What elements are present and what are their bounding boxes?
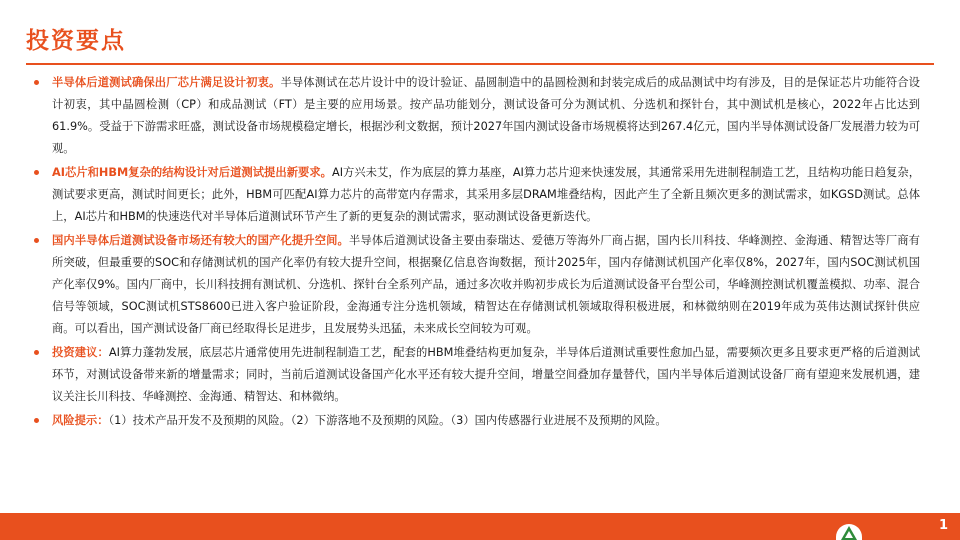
bullet-list [52, 72, 920, 432]
bullet-item-investment-advice [52, 342, 920, 408]
bullet-heading: 风险提示： [52, 414, 109, 427]
page-number: 1 [938, 518, 948, 533]
bullet-heading: 国内半导体后道测试设备市场还有较大的国产化提升空间。 [52, 234, 349, 247]
bullet-body: 半导体后道测试设备主要由泰瑞达、爱德万等海外厂商占据，国内长川科技、华峰测控、金海通、精智达等厂商有所突破，但最重要的SOC和存储测试机的国产化率仍有较大提升空间，根据聚亿信息咨询数据，预计2025年，国内存储测试机国产化率仅8%，2027年，国内SOC测试机国产化率仅9%。国内厂商中，长川科技拥有测试机、分选机、探针台全系列产品，通过多次收并购初步成长为后道测试设备平台型公司，华峰测控测试机覆盖模拟、功率、混合信号等领域，SOC测试机STS8600已进入客户验证阶段，金海通专注分选机领域，精智达在存储测试机领域取得积极进展，和林微纳则在2019年成为英伟达测试探针供应商。可以看出，国产测试设备厂商已经取得长足进步，且发展势头迅猛，未来成长空间较为可观。 [52, 234, 920, 335]
bullet-body: AI算力蓬勃发展，底层芯片通常使用先进制程制造工艺，配套的HBM堆叠结构更加复杂，半导体后道测试重要性愈加凸显，需要频次更多且要求更严格的后道测试环节，对测试设备带来新的增量需求；同时，当前后道测试设备国产化水平还有较大提升空间，增量空间叠加存量替代，国内半导体后道测试设备厂商有望迎来发展机遇，建议关注长川科技、华峰测控、金海通、精智达、和林微纳。 [52, 346, 920, 403]
bullet-item-localization [52, 230, 920, 340]
bullet-heading: 投资建议： [52, 346, 109, 359]
bullet-dot-icon [34, 350, 39, 355]
bullet-item-industry [52, 72, 920, 160]
bullet-dot-icon [34, 238, 39, 243]
bullet-heading: 半导体后道测试确保出厂芯片满足设计初衷。 [52, 76, 281, 89]
bullet-item-ai-hbm [52, 162, 920, 228]
bullet-dot-icon [34, 170, 39, 175]
page-title: 投资要点 [26, 27, 126, 54]
footer-bar [0, 513, 960, 540]
bullet-dot-icon [34, 418, 39, 423]
bullet-body: （1）技术产品开发不及预期的风险。（2）下游落地不及预期的风险。（3）国内传感器行业进展不及预期的风险。 [108, 414, 667, 427]
bullet-item-risk-warning [52, 410, 920, 432]
title-divider [26, 63, 934, 65]
logo-mark-icon [841, 526, 857, 540]
bullet-body: 半导体测试在芯片设计中的设计验证、晶圆制造中的晶圆检测和封装完成后的成品测试中均有涉及，目的是保证芯片功能符合设计初衷，其中晶圆检测（CP）和成品测试（FT）是主要的应用场景。按产品功能划分，测试设备可分为测试机、分选机和探针台，其中测试机是核心，2022年占比达到61.9%。受益于下游需求旺盛，测试设备市场规模稳定增长，根据沙利文数据，预计2027年国内测试设备市场规模将达到267.4亿元，国内半导体测试设备厂发展潜力较为可观。 [52, 76, 920, 155]
bullet-heading: AI芯片和HBM复杂的结构设计对后道测试提出新要求。 [52, 166, 332, 179]
bullet-body: AI方兴未艾，作为底层的算力基座，AI算力芯片迎来快速发展，其通常采用先进制程制造工艺，且结构功能日趋复杂，测试要求更高，测试时间更长；此外，HBM可匹配AI算力芯片的高带宽内存需求，其采用多层DRAM堆叠结构，因此产生了全新且频次更多的测试需求，如KGSD测试。总体上，AI芯片和HBM的快速迭代对半导体后道测试环节产生了新的更复杂的测试需求，驱动测试设备更新迭代。 [52, 166, 920, 223]
bullet-dot-icon [34, 80, 39, 85]
